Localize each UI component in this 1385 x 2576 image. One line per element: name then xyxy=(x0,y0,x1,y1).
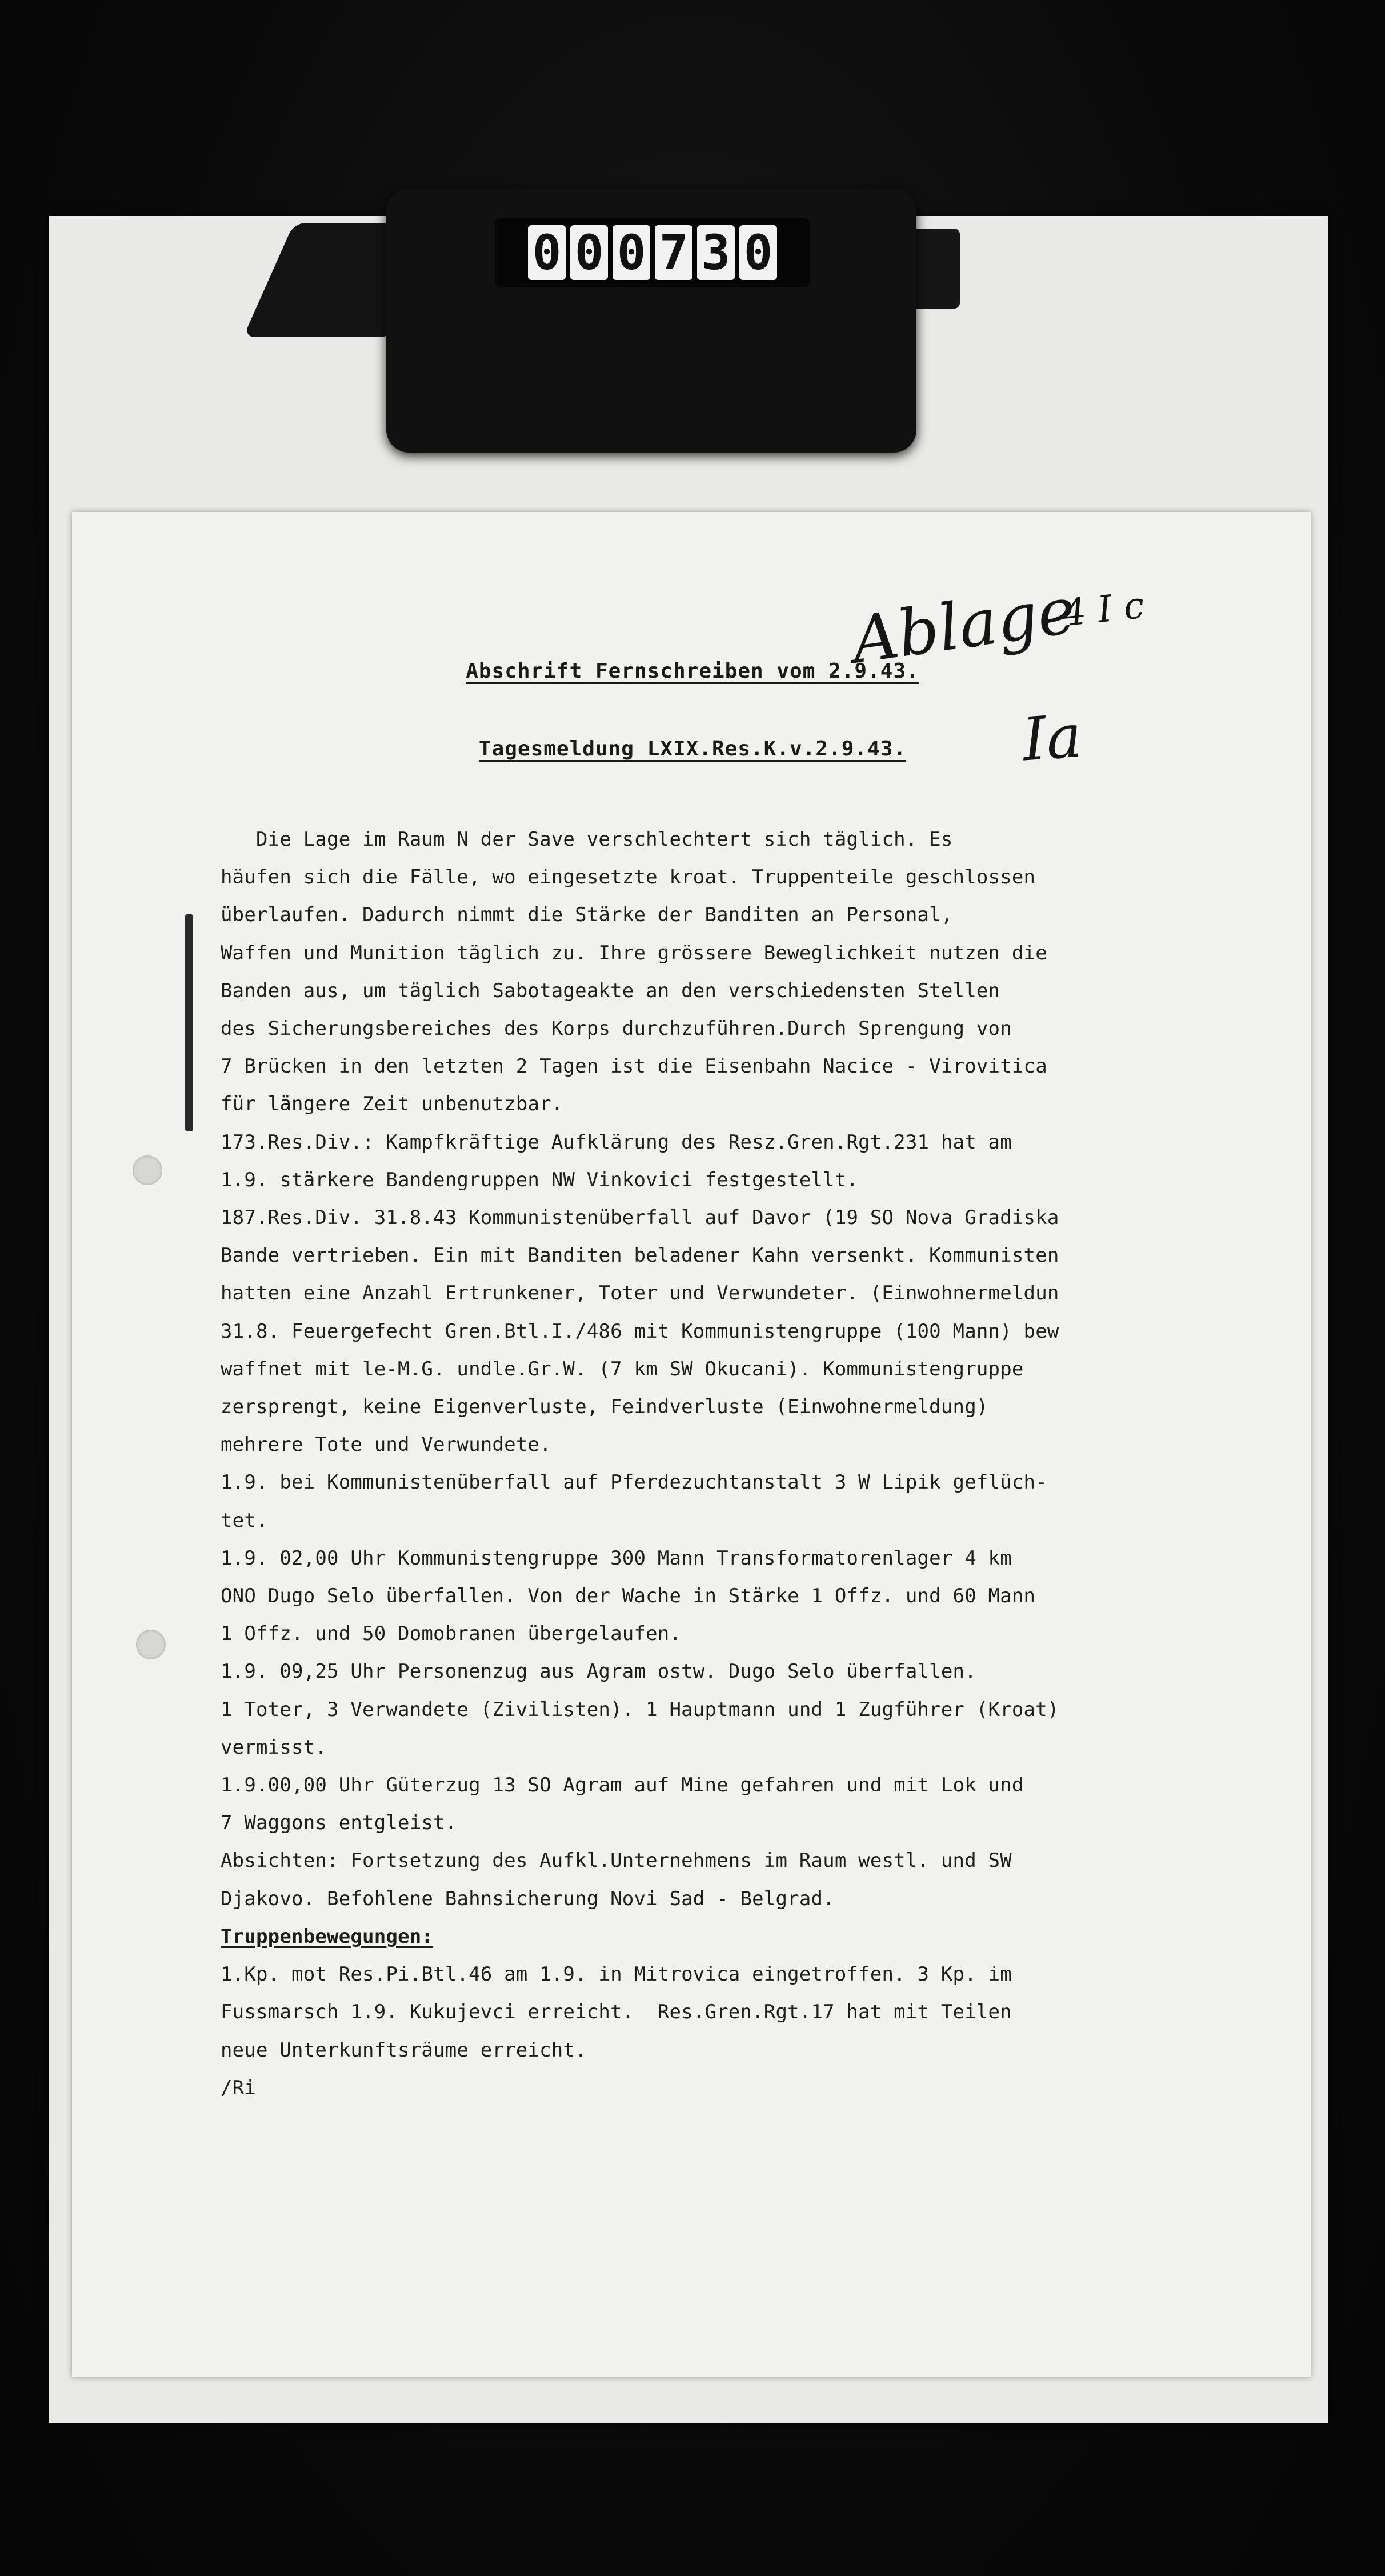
document-body xyxy=(221,821,1272,2107)
text-line: 1.9. 09,25 Uhr Personenzug aus Agram ostw. Dugo Selo überfallen. xyxy=(221,1660,976,1683)
text-line: 1 Offz. und 50 Domobranen übergelaufen. xyxy=(221,1622,682,1646)
text-line: Waffen und Munition täglich zu. Ihre grössere Beweglichkeit nutzen die xyxy=(221,941,1047,965)
text-line: 1.9.00,00 Uhr Güterzug 13 SO Agram auf Mine gefahren und mit Lok und xyxy=(221,1774,1024,1797)
text-line: Djakovo. Befohlene Bahnsicherung Novi Sad - Belgrad. xyxy=(221,1887,835,1910)
signature-initials: /Ri xyxy=(221,2076,257,2099)
text-line: 1.Kp. mot Res.Pi.Btl.46 am 1.9. in Mitrovica eingetroffen. 3 Kp. im xyxy=(221,1963,1012,1986)
text-line: für längere Zeit unbenutzbar. xyxy=(221,1093,563,1116)
text-line: 31.8. Feuergefecht Gren.Btl.I./486 mit Kommunistengruppe (100 Mann) bew xyxy=(221,1319,1059,1343)
text-line: Banden aus, um täglich Sabotageakte an den verschiedensten Stellen xyxy=(221,979,1000,1002)
text-line: vermisst. xyxy=(221,1735,327,1759)
counter-digit: 0 xyxy=(613,225,650,280)
text-line: 7 Brücken in den letzten 2 Tagen ist die Eisenbahn Nacice - Virovitica xyxy=(221,1055,1047,1078)
handwritten-ia: Ia xyxy=(1020,701,1084,775)
text-line: waffnet mit le-M.G. undle.Gr.W. (7 km SW Okucani). Kommunistengruppe xyxy=(221,1357,1024,1381)
punch-hole-top xyxy=(133,1155,162,1185)
text-line: 1.9. stärkere Bandengruppen NW Vinkovici festgestellt. xyxy=(221,1168,859,1191)
text-line: häufen sich die Fälle, wo eingesetzte kroat. Truppenteile geschlossen xyxy=(221,866,1036,889)
counter-digit: 3 xyxy=(697,225,735,280)
text-line: 187.Res.Div. 31.8.43 Kommunistenüberfall auf Davor (19 SO Nova Gradiska xyxy=(221,1206,1059,1230)
counter-digit: 0 xyxy=(570,225,608,280)
document-title: Abschrift Fernschreiben vom 2.9.43. xyxy=(466,659,919,683)
counter-digit: 0 xyxy=(739,225,777,280)
text-line: hatten eine Anzahl Ertrunkener, Toter und Verwundeter. (Einwohnermeldun xyxy=(221,1282,1059,1305)
document-subtitle: Tagesmeldung LXIX.Res.K.v.2.9.43. xyxy=(478,737,907,761)
section-heading-truppenbewegungen: Truppenbewegungen: xyxy=(221,1925,434,1948)
text-line: zersprengt, keine Eigenverluste, Feindverluste (Einwohnermeldung) xyxy=(221,1395,988,1419)
text-line: Bande vertrieben. Ein mit Banditen beladener Kahn versenkt. Kommunisten xyxy=(221,1244,1059,1267)
text-line: Fussmarsch 1.9. Kukujevci erreicht. Res.Gren.Rgt.17 hat mit Teilen xyxy=(221,2001,1012,2024)
punch-hole-bottom xyxy=(136,1630,166,1659)
margin-mark xyxy=(185,914,193,1131)
handwritten-ic: 4 I c xyxy=(1060,584,1147,635)
text-line: 1 Toter, 3 Verwandete (Zivilisten). 1 Hauptmann und 1 Zugführer (Kroat) xyxy=(221,1698,1059,1721)
text-line: 1.9. 02,00 Uhr Kommunistengruppe 300 Mann Transformatorenlager 4 km xyxy=(221,1546,1012,1570)
text-line: Die Lage im Raum N der Save verschlechtert sich täglich. Es xyxy=(221,828,953,851)
text-line: mehrere Tote und Verwundete. xyxy=(221,1433,551,1457)
text-line: 1.9. bei Kommunistenüberfall auf Pferdezuchtanstalt 3 W Lipik geflüch- xyxy=(221,1471,1047,1494)
text-line: 173.Res.Div.: Kampfkräftige Aufklärung des Resz.Gren.Rgt.231 hat am xyxy=(221,1130,1012,1154)
counter-digit: 7 xyxy=(655,225,692,280)
text-line: Absichten: Fortsetzung des Aufkl.Unternehmens im Raum westl. und SW xyxy=(221,1849,1012,1873)
text-line: neue Unterkunftsräume erreicht. xyxy=(221,2038,587,2062)
handwritten-ablage: Ablage xyxy=(847,573,1080,678)
text-line: ONO Dugo Selo überfallen. Von der Wache in Stärke 1 Offz. und 60 Mann xyxy=(221,1585,1036,1608)
text-line: überlaufen. Dadurch nimmt die Stärke der Banditen an Personal, xyxy=(221,903,953,927)
frame-counter-window xyxy=(495,218,810,287)
text-line: tet. xyxy=(221,1509,268,1532)
text-line: des Sicherungsbereiches des Korps durchzuführen.Durch Sprengung von xyxy=(221,1017,1012,1041)
text-line: 7 Waggons entgleist. xyxy=(221,1811,457,1835)
counter-digit: 0 xyxy=(528,225,566,280)
